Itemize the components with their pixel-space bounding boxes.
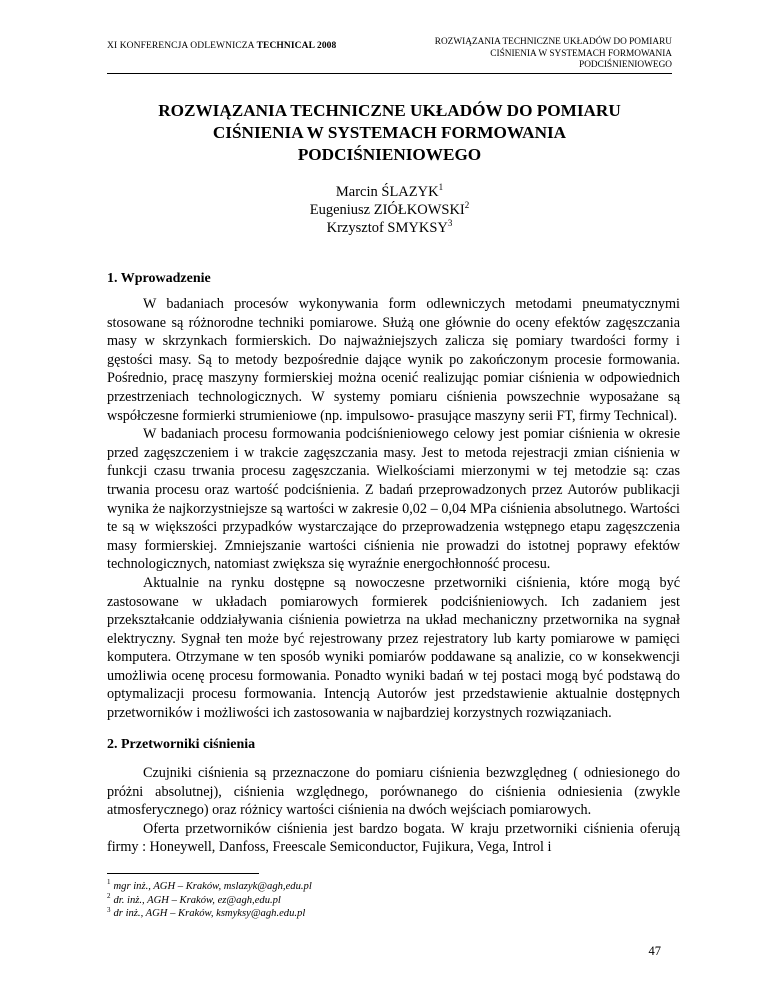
author-name: Eugeniusz ZIÓŁKOWSKI [309,202,465,218]
author [107,183,672,201]
footnote-mark: 2 [107,892,111,901]
running-header-left [107,41,336,51]
page-number: 47 [648,944,661,958]
section-heading-pressure-transducers: 2. Przetworniki ciśnienia [107,737,256,752]
author-footnote-mark[interactable]: 1 [438,182,444,193]
footnote [107,894,312,908]
footnote-text: dr. inż., AGH – Kraków, ez@agh,edu.pl [113,894,281,906]
running-header-right [372,37,672,72]
header-conference: XI KONFERENCJA ODLEWNICZA [107,41,257,51]
footnote-mark: 1 [107,878,111,887]
paragraph: W badaniach procesu formowania podciśnieniowego celowy jest pomiar ciśnienia w okresie przed zagęszczeniem i w trakcie zagęszczania masy. Jest to metoda rejestracji zmian ciśnienia w funkcji czasu trwania procesu zagęszczania. Wielkościami mierzonymi w tej metodzie są: czas trwania procesu oraz wartość podciśnienia. Z badań przeprowadzonych przez Autorów publikacji wynika że najkorzystniejsze są wartości w zakresie 0,02 – 0,04 MPa ciśnienia absolutnego. Wartości te są w większości przypadków wystarczające do przeprowadzenia wstępnego etapu zagęszczenia masy formierskiej. Zmniejszanie wartości ciśnienia nie prowadzi do istotnej poprawy efektów technologicznych, natomiast zwiększa się wyraźnie energochłonność procesu. [107,426,680,573]
header-title-line: PODCIŚNIENIOWEGO [579,60,672,70]
paragraph: W badaniach procesów wykonywania form odlewniczych metodami pneumatycznymi stosowane są różnorodne techniki pomiarowe. Służą one głównie do oceny efektów zagęszczania masy w skrzynkach formierskich. Do najważniejszych zalicza się pomiary twardości formy i gęstości masy. Są to metody bezpośrednie dające wynik po zakończonym procesie formowania. Pośrednio, pracę maszyny formierskiej można ocenić realizując pomiar ciśnienia w odpowiednich przestrzeniach technologicznych. W systemy pomiaru ciśnienia powszechnie wyposażane są współczesne formierki strumieniowe (np. impulsowo- prasujące maszyny serii FT, firmy Technical). [107,296,680,424]
footnote-text: mgr inż., AGH – Kraków, mslazyk@agh,edu.pl [113,881,312,892]
header-title-line: ROZWIĄZANIA TECHNICZNE UKŁADÓW DO POMIARU [434,37,672,47]
title-line: CIŚNIENIA W SYSTEMACH FORMOWANIA [212,123,567,142]
header-conference-bold: TECHNICAL 2008 [256,41,337,51]
footnote [107,880,312,894]
paragraph: Czujniki ciśnienia są przeznaczone do pomiaru ciśnienia bezwzględneg ( odniesionego do próżni absolutnej), ciśnienia względnego, porównanego do ciśnienia odniesienia (zwykle atmosferycznego) oraz różnicy wartości ciśnienia na dwóch wejściach pomiarowych. [107,765,680,819]
section-body-introduction [107,295,680,723]
footnote [107,907,312,921]
header-title-line: CIŚNIENIA W SYSTEMACH FORMOWANIA [490,48,672,59]
author-footnote-mark[interactable]: 2 [464,200,470,211]
title-line: ROZWIĄZANIA TECHNICZNE UKŁADÓW DO POMIARU [158,101,621,120]
footnotes [107,880,312,921]
author-list [107,183,672,237]
paragraph: Aktualnie na rynku dostępne są nowoczesne przetworniki ciśnienia, które mogą być zastosowane w układach pomiarowych formierek podciśnieniowych. Ich zadaniem jest przekształcanie oddziaływania ciśnienia powietrza na układ mechaniczny przetwornika na sygnał elektryczny. Sygnał ten może być rejestrowany przez rejestratory lub karty pomiarowe w pamięci komputera. Otrzymane w ten sposób wyniki pomiarów poddawane są analizie, co w konsekwencji umożliwia ocenę procesu formowania. Ponadto wyniki badań w tej postaci mogą być podstawą do optymalizacji procesu formowania. Intencją Autorów jest przedstawienie aktualnie dostępnych przetworników i możliwości ich zastosowania w najbardziej korzystnych rozwiązaniach. [107,574,680,722]
author [107,219,672,237]
paragraph: Oferta przetworników ciśnienia jest bardzo bogata. W kraju przetworniki ciśnienia oferują firmy : Honeywell, Danfoss, Freescale Semiconductor, Fujikura, Vega, Introl i [107,820,680,856]
section-body-pressure-transducers [107,764,680,857]
author-footnote-mark[interactable]: 3 [447,218,453,229]
header-divider [107,73,672,74]
paper-title [107,100,672,166]
section-heading-introduction: 1. Wprowadzenie [107,271,211,286]
footnote-mark: 3 [107,905,111,914]
author [107,201,672,219]
footnote-divider [107,873,259,874]
footnote-text: dr inż., AGH – Kraków, ksmyksy@agh.edu.pl [113,908,306,920]
author-name: Krzysztof SMYKSY [326,220,448,236]
author-name: Marcin ŚLAZYK [335,184,439,200]
title-line: PODCIŚNIENIOWEGO [297,145,482,164]
